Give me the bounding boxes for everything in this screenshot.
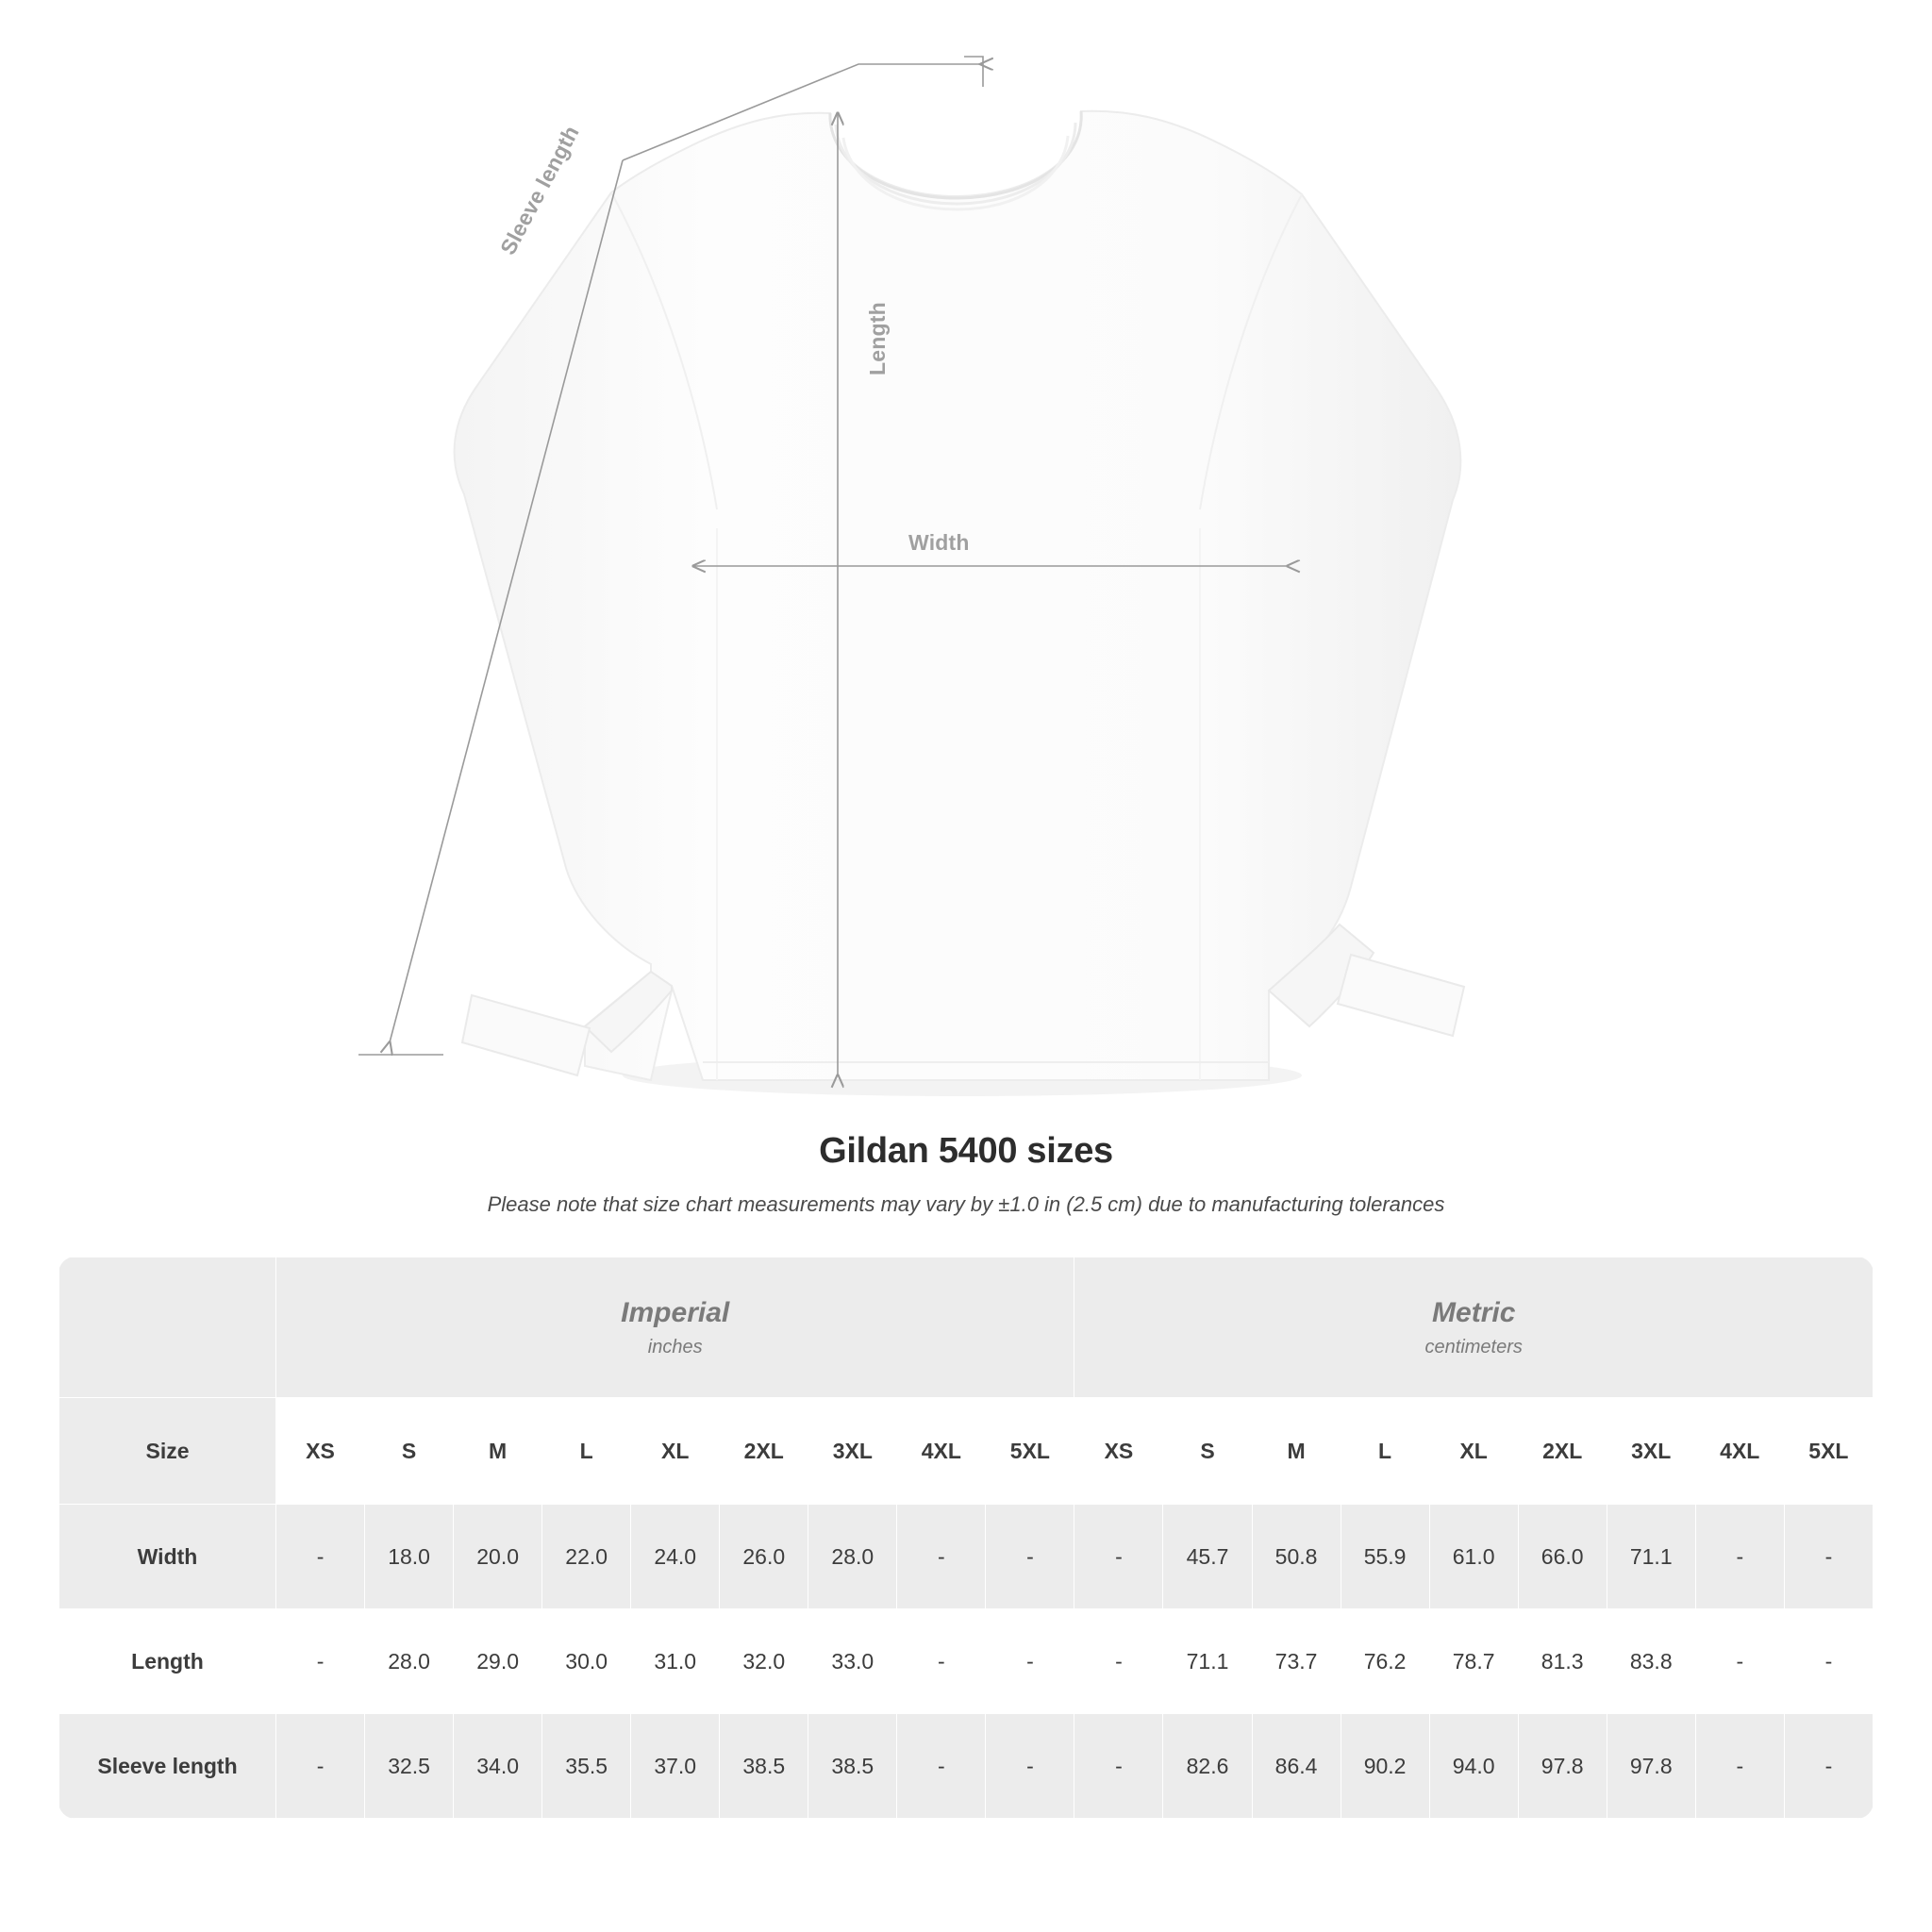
col-head-met-xs: XS <box>1074 1398 1163 1505</box>
col-head-imp-3xl: 3XL <box>808 1398 897 1505</box>
width-met-xs: - <box>1074 1505 1163 1609</box>
sleeve-imp-m: 34.0 <box>454 1714 542 1819</box>
size-label-cell: Size <box>59 1398 276 1505</box>
page-subtitle: Please note that size chart measurements may vary by ±1.0 in (2.5 cm) due to manufacturing tolerances <box>487 1192 1445 1216</box>
unit-header-metric <box>1074 1257 1874 1398</box>
col-head-met-4xl: 4XL <box>1695 1398 1784 1505</box>
length-imp-5xl: - <box>986 1609 1074 1714</box>
row-label-length: Length <box>59 1609 276 1714</box>
row-label-sleeve-length: Sleeve length <box>59 1714 276 1819</box>
title-block <box>0 1131 1932 1217</box>
width-imp-s: 18.0 <box>365 1505 454 1609</box>
sleeve-met-4xl: - <box>1695 1714 1784 1819</box>
col-head-met-l: L <box>1341 1398 1429 1505</box>
length-imp-xs: - <box>276 1609 365 1714</box>
sleeve-imp-xs: - <box>276 1714 365 1819</box>
sleeve-imp-5xl: - <box>986 1714 1074 1819</box>
sleeve-met-l: 90.2 <box>1341 1714 1429 1819</box>
length-imp-l: 30.0 <box>542 1609 631 1714</box>
width-met-l: 55.9 <box>1341 1505 1429 1609</box>
sleeve-met-m: 86.4 <box>1252 1714 1341 1819</box>
length-imp-4xl: - <box>897 1609 986 1714</box>
table-row <box>59 1609 1874 1714</box>
imperial-name: Imperial <box>621 1296 730 1328</box>
width-imp-5xl: - <box>986 1505 1074 1609</box>
sleeve-imp-l: 35.5 <box>542 1714 631 1819</box>
width-imp-l: 22.0 <box>542 1505 631 1609</box>
length-met-m: 73.7 <box>1252 1609 1341 1714</box>
col-head-imp-xl: XL <box>631 1398 720 1505</box>
unit-header-spacer <box>59 1257 276 1398</box>
length-imp-s: 28.0 <box>365 1609 454 1714</box>
col-head-met-3xl: 3XL <box>1607 1398 1695 1505</box>
col-head-imp-l: L <box>542 1398 631 1505</box>
length-met-xl: 78.7 <box>1429 1609 1518 1714</box>
col-head-met-xl: XL <box>1429 1398 1518 1505</box>
sleeve-imp-3xl: 38.5 <box>808 1714 897 1819</box>
width-label: Width <box>908 530 970 555</box>
sleeve-met-xl: 94.0 <box>1429 1714 1518 1819</box>
width-met-4xl: - <box>1695 1505 1784 1609</box>
width-met-5xl: - <box>1784 1505 1873 1609</box>
col-head-imp-5xl: 5XL <box>986 1398 1074 1505</box>
metric-sub: centimeters <box>1424 1336 1523 1357</box>
width-met-m: 50.8 <box>1252 1505 1341 1609</box>
length-label: Length <box>865 302 890 375</box>
page-title: Gildan 5400 sizes <box>819 1131 1113 1171</box>
width-met-s: 45.7 <box>1163 1505 1252 1609</box>
width-imp-4xl: - <box>897 1505 986 1609</box>
unit-header-imperial <box>276 1257 1074 1398</box>
col-head-met-5xl: 5XL <box>1784 1398 1873 1505</box>
width-imp-3xl: 28.0 <box>808 1505 897 1609</box>
width-met-2xl: 66.0 <box>1518 1505 1607 1609</box>
sleeve-imp-4xl: - <box>897 1714 986 1819</box>
sleeve-met-xs: - <box>1074 1714 1163 1819</box>
width-imp-m: 20.0 <box>454 1505 542 1609</box>
length-met-xs: - <box>1074 1609 1163 1714</box>
size-table-wrap <box>58 1257 1874 1819</box>
sleeve-imp-2xl: 38.5 <box>720 1714 808 1819</box>
length-met-3xl: 83.8 <box>1607 1609 1695 1714</box>
length-met-l: 76.2 <box>1341 1609 1429 1714</box>
col-head-met-2xl: 2XL <box>1518 1398 1607 1505</box>
sleeve-imp-s: 32.5 <box>365 1714 454 1819</box>
length-met-4xl: - <box>1695 1609 1784 1714</box>
width-met-xl: 61.0 <box>1429 1505 1518 1609</box>
table-row <box>59 1714 1874 1819</box>
width-met-3xl: 71.1 <box>1607 1505 1695 1609</box>
sleeve-met-5xl: - <box>1784 1714 1873 1819</box>
col-head-imp-s: S <box>365 1398 454 1505</box>
col-head-met-s: S <box>1163 1398 1252 1505</box>
row-label-width: Width <box>59 1505 276 1609</box>
imperial-sub: inches <box>647 1336 703 1357</box>
col-head-imp-2xl: 2XL <box>720 1398 808 1505</box>
length-met-5xl: - <box>1784 1609 1873 1714</box>
unit-header-row <box>59 1257 1874 1398</box>
length-imp-2xl: 32.0 <box>720 1609 808 1714</box>
table-row <box>59 1505 1874 1609</box>
sleeve-guide-corner <box>964 57 983 87</box>
length-imp-xl: 31.0 <box>631 1609 720 1714</box>
col-head-imp-xs: XS <box>276 1398 365 1505</box>
sleeve-met-2xl: 97.8 <box>1518 1714 1607 1819</box>
size-table <box>58 1257 1874 1819</box>
length-imp-m: 29.0 <box>454 1609 542 1714</box>
width-imp-xl: 24.0 <box>631 1505 720 1609</box>
sleeve-length-label: Sleeve length <box>495 121 584 259</box>
metric-name: Metric <box>1432 1296 1516 1328</box>
col-head-imp-m: M <box>454 1398 542 1505</box>
length-met-2xl: 81.3 <box>1518 1609 1607 1714</box>
length-met-s: 71.1 <box>1163 1609 1252 1714</box>
sleeve-imp-xl: 37.0 <box>631 1714 720 1819</box>
col-head-imp-4xl: 4XL <box>897 1398 986 1505</box>
shirt-shape <box>455 111 1464 1080</box>
sleeve-met-3xl: 97.8 <box>1607 1714 1695 1819</box>
width-imp-xs: - <box>276 1505 365 1609</box>
size-header-row <box>59 1398 1874 1505</box>
width-imp-2xl: 26.0 <box>720 1505 808 1609</box>
col-head-met-m: M <box>1252 1398 1341 1505</box>
length-imp-3xl: 33.0 <box>808 1609 897 1714</box>
sleeve-met-s: 82.6 <box>1163 1714 1252 1819</box>
